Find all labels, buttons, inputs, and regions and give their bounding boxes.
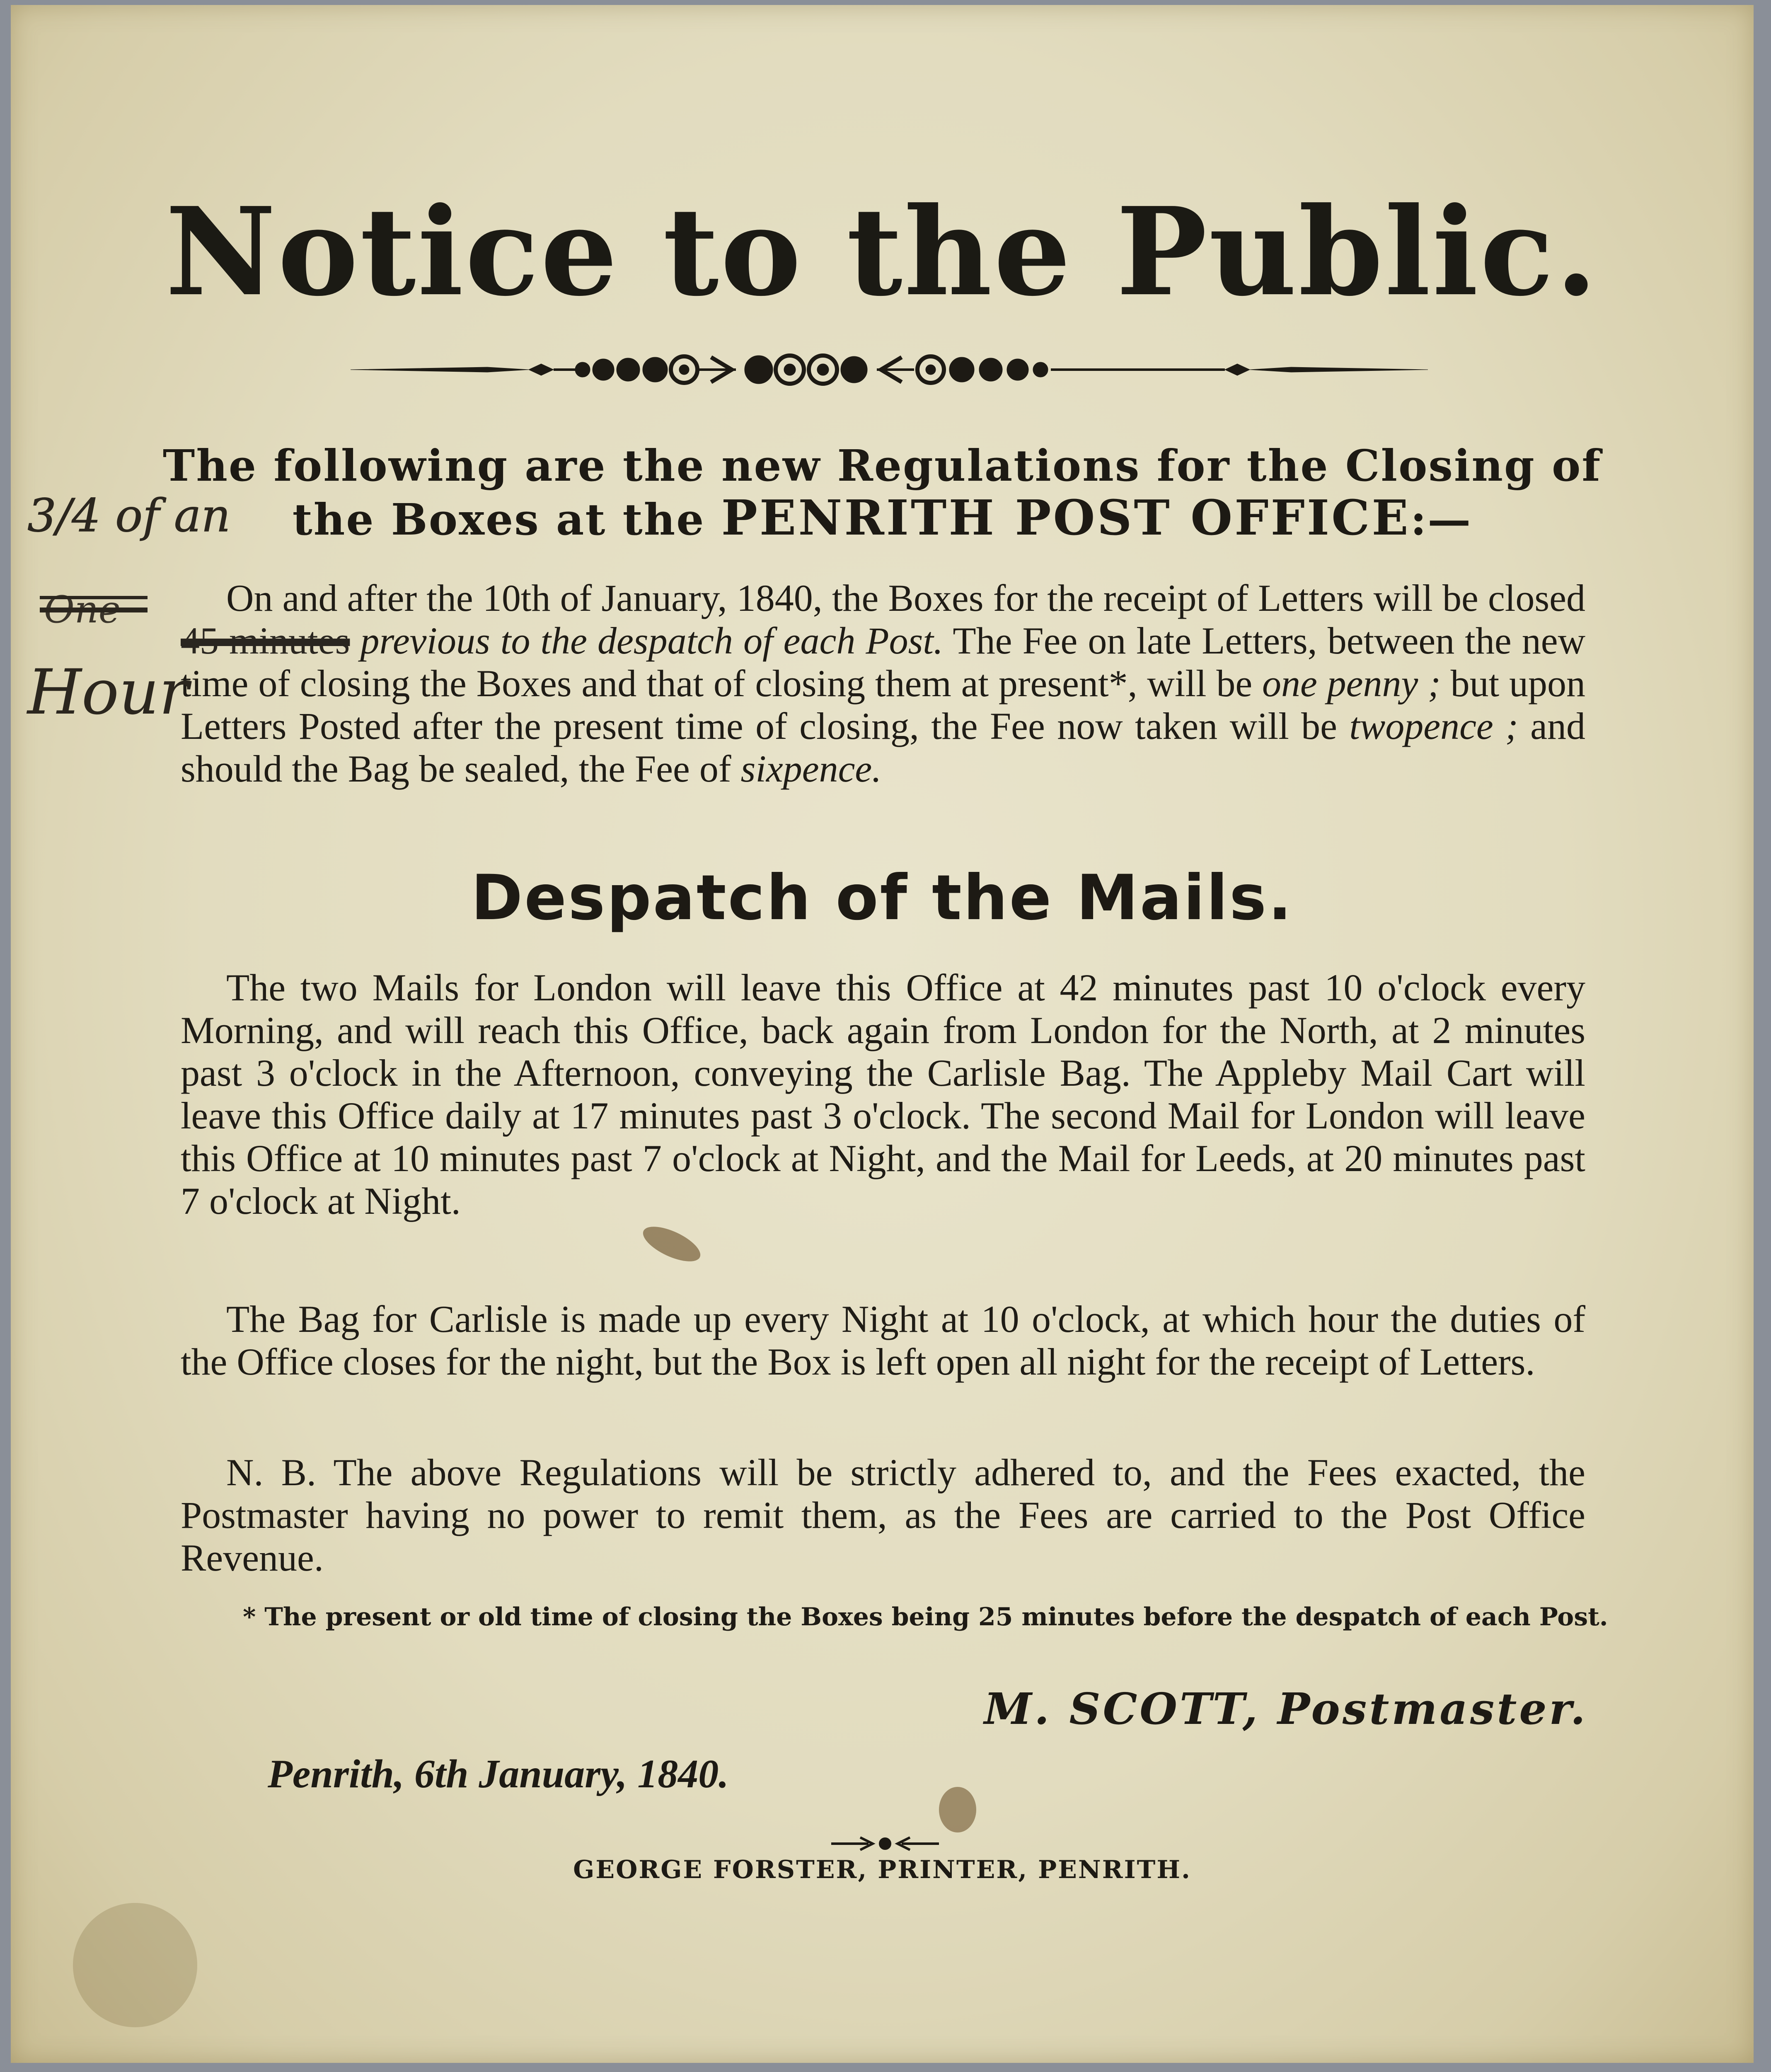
nota-bene-paragraph bbox=[181, 1451, 1585, 1579]
para3-text: The Bag for Carlisle is made up every Night at 10 o'clock, at which hour the duties of the Office closes for the night, but the Box is left open all night for the receipt of Letters. bbox=[181, 1298, 1585, 1383]
para4-text: N. B. The above Regulations will be strictly adhered to, and the Fees exacted, the Postmaster having no power to remit them, as the Fees are carried to the Post Office Revenue. bbox=[181, 1451, 1585, 1579]
handwritten-annotation bbox=[27, 489, 231, 755]
mail-schedule-paragraph bbox=[181, 966, 1585, 1222]
decorative-rule-ornament bbox=[351, 349, 1428, 390]
para1-text-b: The Fee on late Letters, between the new time of closing the Boxes and that of closing them at present*, will be bbox=[181, 620, 1586, 704]
page-title: Notice to the Public. bbox=[165, 181, 1599, 323]
intro-line-2-suffix: :— bbox=[1410, 494, 1472, 545]
fee-sixpence: sixpence. bbox=[740, 748, 882, 790]
postmaster-signature: M. SCOTT, Postmaster. bbox=[984, 1683, 1588, 1734]
closing-regulations-paragraph bbox=[181, 577, 1585, 790]
printer-imprint: GEORGE FORSTER, PRINTER, PENRITH. bbox=[573, 1855, 1191, 1884]
post-office-name: PENRITH POST OFFICE bbox=[721, 490, 1411, 546]
intro-line-1: The following are the new Regulations for the Closing of bbox=[162, 440, 1602, 491]
fee-one-penny: one penny ; bbox=[1262, 662, 1441, 704]
para1-text-d: and should the Bag be sealed, the Fee of bbox=[181, 705, 1585, 790]
printer-ornament bbox=[823, 1833, 947, 1854]
handwritten-hour: Hour bbox=[27, 656, 189, 729]
struck-out-time: 45 minutes bbox=[181, 620, 350, 662]
handwritten-three-quarters: 3/4 of an bbox=[27, 489, 231, 542]
para2-text: The two Mails for London will leave this Office at 42 minutes past 10 o'clock every Morning, and will reach this Office, back again from London for the North, at 2 minutes past 3 o'clock in the Afternoon, conveying the Carlisle Bag. The Appleby Mail Cart will leave this Office daily at 17 minutes past 3 o'clock. The second Mail for London will leave this Office at 10 minutes past 7 o'clock at Night, and the Mail for Leeds, at 20 minutes past 7 o'clock at Night. bbox=[181, 966, 1585, 1222]
carlisle-bag-paragraph bbox=[181, 1298, 1585, 1383]
dateline: Penrith, 6th January, 1840. bbox=[268, 1752, 729, 1796]
intro-line-2 bbox=[11, 490, 1754, 546]
intro-line-2-prefix: the Boxes at the bbox=[292, 494, 705, 545]
para1-text-c: but upon Letters Posted after the present time of closing, the Fee now taken will be bbox=[181, 662, 1586, 747]
handwritten-struck-one: One bbox=[44, 588, 121, 632]
stain-mark bbox=[73, 1903, 197, 2027]
para1-italic-a: previous to the despatch of each Post. bbox=[360, 620, 943, 662]
stain-mark bbox=[638, 1220, 705, 1268]
notice-sheet bbox=[11, 5, 1754, 2063]
fee-twopence: twopence ; bbox=[1349, 705, 1518, 747]
stain-mark bbox=[939, 1787, 976, 1832]
footnote: * The present or old time of closing the Boxes being 25 minutes before the despatch of each Post. bbox=[243, 1602, 1608, 1631]
section-title-despatch: Despatch of the Mails. bbox=[471, 862, 1294, 934]
para1-text-a: On and after the 10th of January, 1840, the Boxes for the receipt of Letters will be closed bbox=[226, 577, 1585, 619]
